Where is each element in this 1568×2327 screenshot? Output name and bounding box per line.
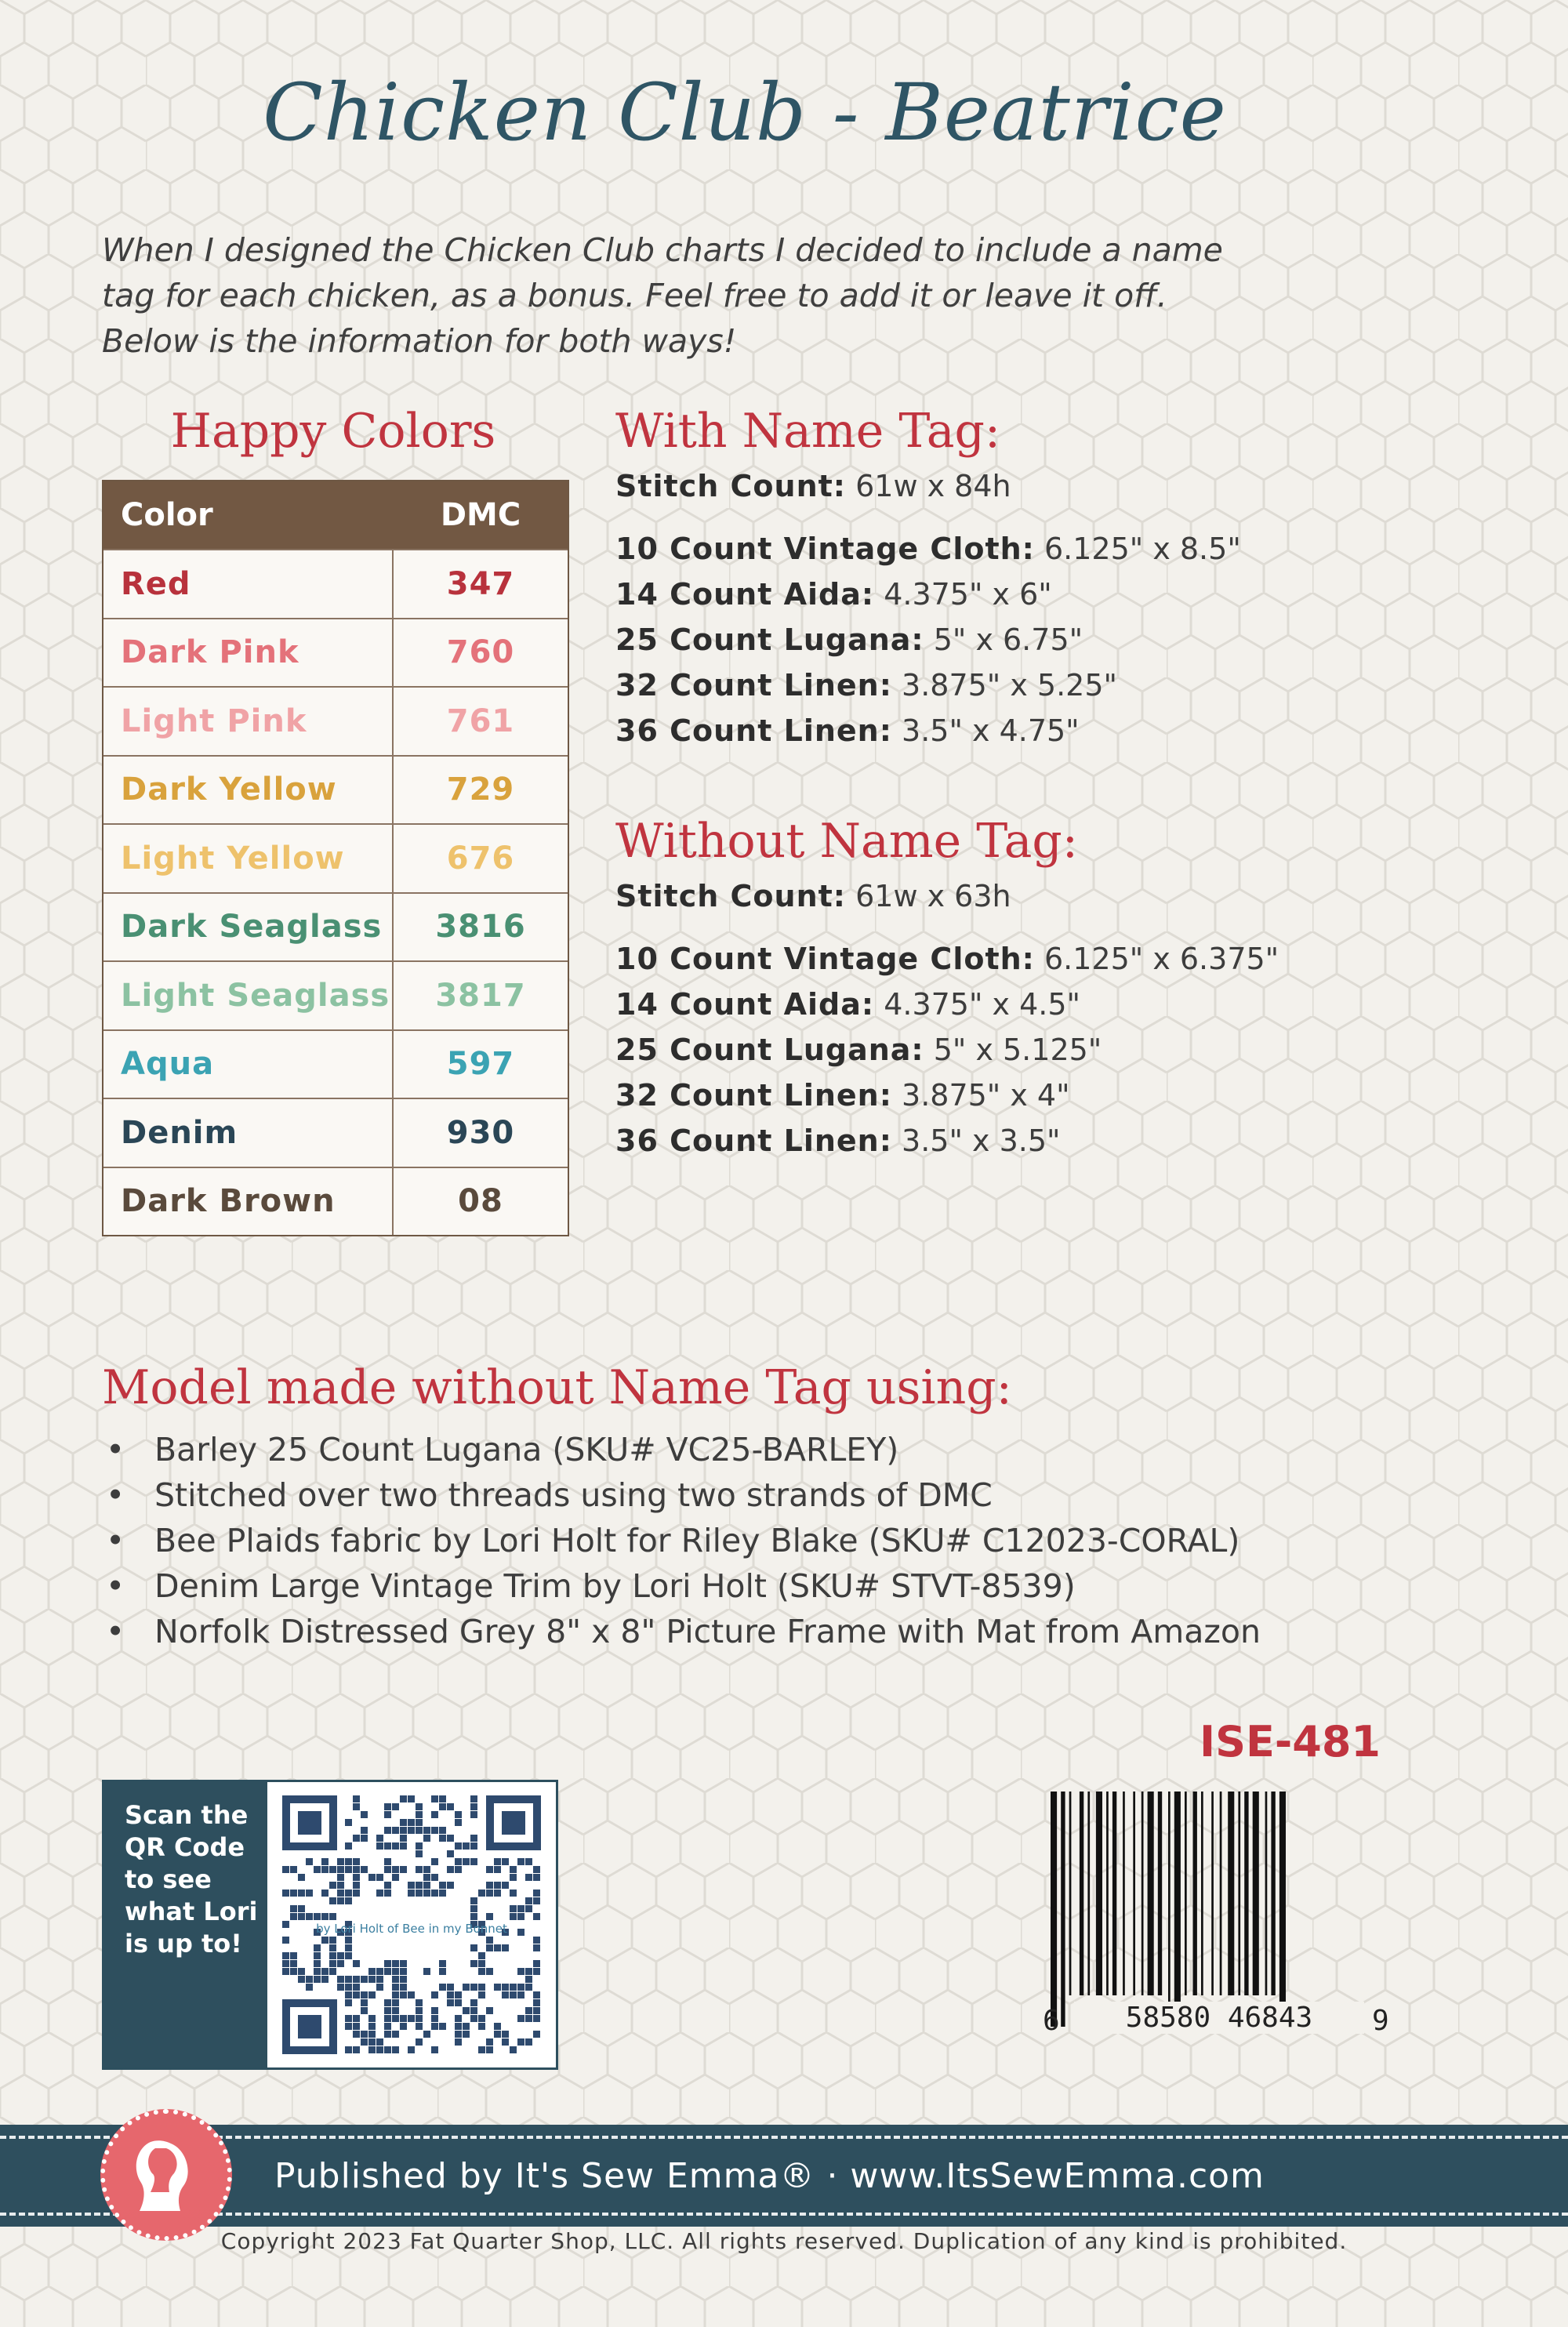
footer-band — [0, 2125, 1568, 2227]
intro-line: tag for each chicken, as a bonus. Feel free to add it or leave it off. — [102, 277, 1167, 314]
color-name: Dark Brown — [103, 1168, 394, 1236]
fabric-size: 3.5" x 3.5" — [902, 1124, 1061, 1158]
fabric-size: 6.125" x 8.5" — [1044, 532, 1241, 566]
fabric-label: 32 Count Linen: — [615, 1078, 892, 1113]
list-item — [106, 1472, 1439, 1518]
fabric-size: 6.125" x 6.375" — [1044, 942, 1279, 976]
fabric-label: 25 Count Lugana: — [615, 623, 924, 657]
fabric-label: 10 Count Vintage Cloth: — [615, 942, 1035, 976]
barcode-bar — [1220, 1792, 1222, 1995]
dmc-number: 676 — [446, 840, 515, 877]
barcode-bar — [1265, 1792, 1268, 1995]
table-row — [103, 686, 568, 755]
dmc-number: 761 — [446, 702, 515, 739]
list-item-text: Barley 25 Count Lugana (SKU# VC25-BARLEY) — [154, 1431, 899, 1468]
color-name: Denim — [103, 1099, 394, 1167]
qr-code-panel — [102, 1780, 558, 2070]
bullet-icon: • — [106, 1431, 125, 1468]
color-key-table — [102, 480, 569, 1236]
barcode-bars — [1043, 1792, 1396, 2027]
fabric-label: 14 Count Aida: — [615, 987, 875, 1022]
barcode-bar — [1133, 1792, 1135, 1995]
fabric-size-line — [615, 617, 1241, 663]
color-name: Dark Pink — [103, 619, 394, 687]
color-name: Red — [103, 550, 394, 618]
fabric-label: 36 Count Linen: — [615, 713, 892, 748]
dmc-number: 347 — [446, 565, 515, 602]
barcode-bar — [1185, 1792, 1187, 1995]
qr-center-text: by Lori Holt of Bee in my Bonnet — [316, 1922, 507, 1936]
fabric-size: 5" x 5.125" — [933, 1033, 1102, 1067]
stitch-count: Stitch Count: 61w x 63h — [615, 879, 1011, 913]
list-item — [106, 1563, 1439, 1609]
fabric-size: 3.5" x 4.75" — [902, 713, 1080, 748]
barcode-bar — [1080, 1792, 1083, 1995]
table-row — [103, 823, 568, 892]
table-row — [103, 1098, 568, 1167]
fabric-label: 25 Count Lugana: — [615, 1033, 924, 1067]
dmc-number: 3817 — [435, 977, 526, 1014]
fabric-size-list — [615, 936, 1279, 1164]
barcode-digits — [1043, 2002, 1396, 2041]
list-item-text: Bee Plaids fabric by Lori Holt for Riley Blake (SKU# C12023-CORAL) — [154, 1522, 1240, 1559]
intro-line: Below is the information for both ways! — [102, 322, 737, 360]
fabric-label: 36 Count Linen: — [615, 1124, 892, 1158]
fabric-size: 4.375" x 4.5" — [884, 987, 1081, 1022]
with-name-tag-section — [615, 404, 1241, 753]
barcode-bar — [1238, 1792, 1240, 1995]
fabric-size-line — [615, 936, 1279, 982]
dmc-number: 760 — [446, 634, 515, 671]
stitch-count: Stitch Count: 61w x 84h — [615, 469, 1011, 503]
barcode-bar — [1228, 1792, 1234, 1995]
intro-line: When I designed the Chicken Club charts I decided to include a name — [102, 231, 1223, 269]
barcode-bar — [1193, 1792, 1197, 1995]
color-name: Light Yellow — [103, 825, 394, 892]
fabric-size-line — [615, 1118, 1279, 1164]
bullet-icon: • — [106, 1476, 125, 1514]
its-sew-emma-logo — [100, 2109, 232, 2241]
happy-colors-heading: Happy Colors — [170, 404, 496, 459]
table-row — [103, 1029, 568, 1098]
color-name: Light Seaglass — [103, 962, 394, 1029]
fabric-size-line — [615, 572, 1241, 617]
list-item-text: Denim Large Vintage Trim by Lori Holt (SKU# STVT-8539) — [154, 1567, 1076, 1605]
dmc-column-header: DMC — [440, 497, 521, 533]
dmc-number: 729 — [446, 771, 515, 808]
list-item — [106, 1609, 1439, 1654]
barcode-bar — [1112, 1792, 1116, 1995]
bullet-icon: • — [106, 1613, 125, 1650]
bullet-icon: • — [106, 1522, 125, 1559]
without-name-tag-heading: Without Name Tag: — [615, 814, 1079, 869]
bullet-icon: • — [106, 1567, 125, 1605]
fabric-label: 32 Count Linen: — [615, 668, 892, 702]
barcode-bar — [1123, 1792, 1125, 1995]
barcode-bar — [1271, 1792, 1275, 1995]
fabric-size-list — [615, 526, 1241, 753]
table-row — [103, 1167, 568, 1236]
model-heading: Model made without Name Tag using: — [102, 1360, 1012, 1415]
copyright-notice: Copyright 2023 Fat Quarter Shop, LLC. All rights reserved. Duplication of any kind is prohibited. — [220, 2228, 1348, 2254]
fabric-size-line — [615, 982, 1279, 1027]
dmc-number: 597 — [446, 1046, 515, 1083]
barcode-last-digit: 9 — [1372, 2005, 1389, 2037]
list-item — [106, 1518, 1439, 1563]
color-name: Aqua — [103, 1031, 394, 1098]
barcode-bar — [1168, 1792, 1171, 2027]
barcode-bar — [1051, 1792, 1057, 2027]
list-item-text: Stitched over two threads using two strands of DMC — [154, 1476, 993, 1514]
fabric-label: 10 Count Vintage Cloth: — [615, 532, 1035, 566]
fabric-size-line — [615, 663, 1241, 708]
barcode-bar — [1279, 1792, 1286, 2027]
fabric-size: 3.875" x 5.25" — [902, 668, 1118, 702]
table-body — [103, 549, 568, 1235]
fabric-size-line — [615, 1027, 1279, 1073]
table-row — [103, 618, 568, 687]
materials-list — [106, 1427, 1439, 1654]
with-name-tag-heading: With Name Tag: — [615, 404, 1001, 459]
barcode-bar — [1174, 1792, 1181, 2027]
table-row — [103, 755, 568, 824]
barcode-bar — [1087, 1792, 1090, 1995]
barcode-bar — [1253, 1792, 1259, 1995]
table-header — [103, 481, 568, 549]
qr-code[interactable] — [282, 1795, 541, 2054]
fabric-size: 3.875" x 4" — [902, 1078, 1070, 1113]
sku-label: ISE-481 — [1200, 1717, 1381, 1766]
fabric-size-line — [615, 1073, 1279, 1118]
fabric-label: 14 Count Aida: — [615, 577, 875, 612]
barcode-bar — [1148, 1792, 1154, 1995]
barcode-number: 58580 46843 — [1074, 2002, 1364, 2034]
silhouette-icon — [105, 2114, 227, 2236]
qr-caption: Scan the QR Code to see what Lori is up to! — [104, 1782, 267, 2067]
barcode-bar — [1211, 1792, 1214, 1995]
barcode-bar — [1069, 1792, 1072, 1995]
table-row — [103, 892, 568, 961]
list-item-text: Norfolk Distressed Grey 8" x 8" Picture Frame with Mat from Amazon — [154, 1613, 1261, 1650]
barcode-bar — [1106, 1792, 1109, 1995]
color-name: Dark Yellow — [103, 757, 394, 824]
color-name: Dark Seaglass — [103, 894, 394, 961]
dmc-number: 930 — [446, 1114, 515, 1151]
fabric-size-line — [615, 708, 1241, 753]
barcode-first-digit: 6 — [1043, 2005, 1060, 2037]
barcode-bar — [1142, 1792, 1144, 1995]
barcode-bar — [1061, 1792, 1065, 2027]
page-title: Chicken Club - Beatrice — [263, 67, 1227, 158]
barcode-bar — [1096, 1792, 1102, 1995]
dmc-number: 3816 — [435, 909, 526, 946]
fabric-size: 4.375" x 6" — [884, 577, 1052, 612]
without-name-tag-section — [615, 814, 1279, 1164]
barcode — [1043, 1792, 1396, 2042]
table-row — [103, 549, 568, 618]
barcode-bar — [1158, 1792, 1162, 1995]
barcode-bar — [1201, 1792, 1203, 1995]
table-row — [103, 960, 568, 1029]
intro-paragraph — [102, 227, 1435, 364]
list-item — [106, 1427, 1439, 1472]
publisher-text: Published by It's Sew Emma® · www.ItsSewEmma.com — [274, 2155, 1265, 2196]
fabric-size-line — [615, 526, 1241, 572]
color-column-header: Color — [121, 497, 213, 533]
fabric-size: 5" x 6.75" — [933, 623, 1083, 657]
dmc-number: 08 — [458, 1183, 503, 1220]
color-name: Light Pink — [103, 688, 394, 755]
barcode-bar — [1244, 1792, 1248, 1995]
